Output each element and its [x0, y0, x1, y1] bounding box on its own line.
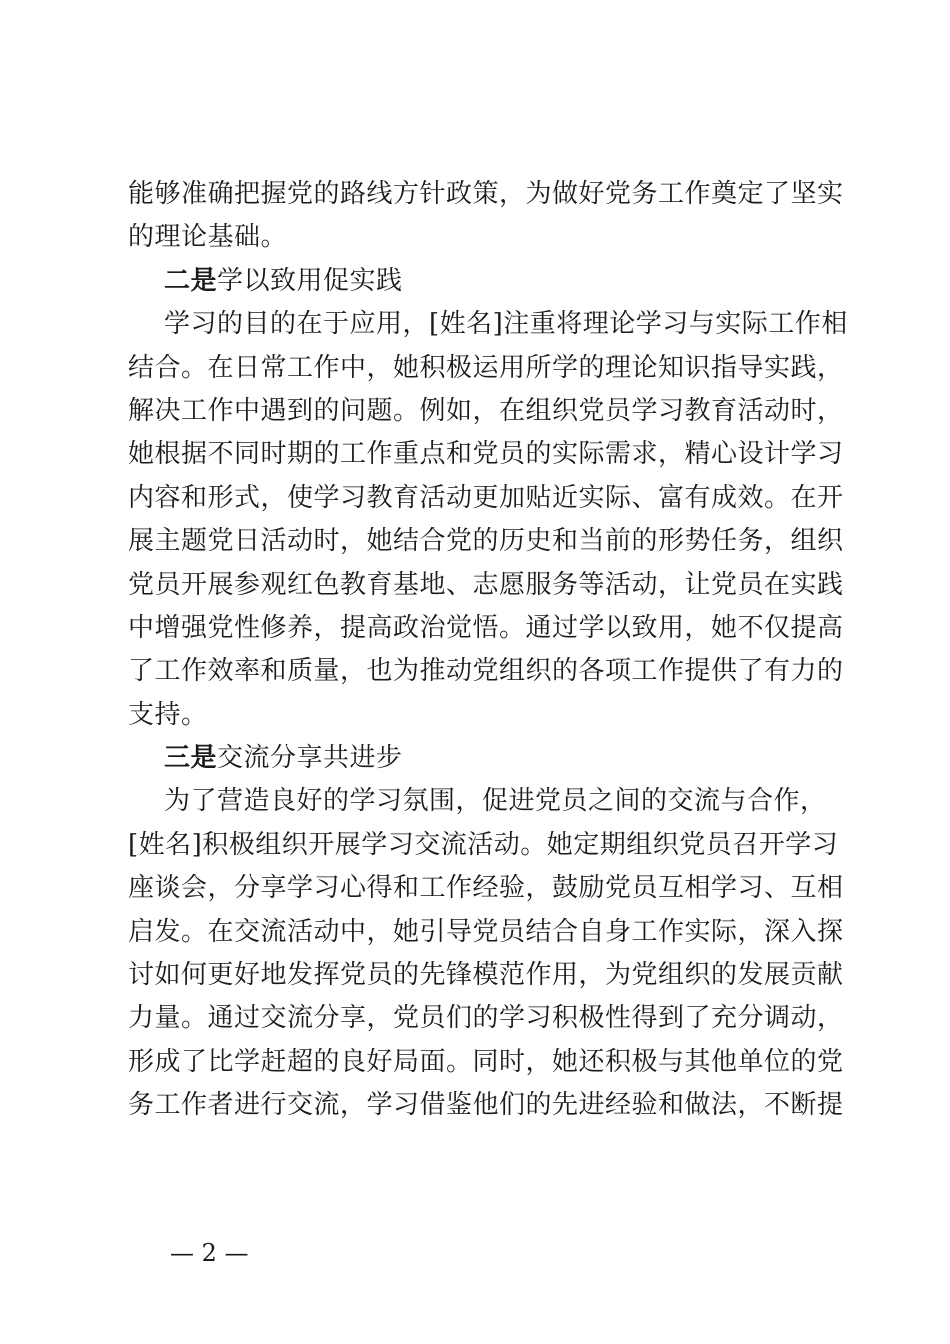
paragraph-line: 形成了比学赶超的良好局面。同时，她还积极与其他单位的党	[128, 1046, 844, 1077]
paragraph-line: 结合。在日常工作中，她积极运用所学的理论知识指导实践，	[128, 352, 844, 383]
paragraph-line: 为了营造良好的学习氛围，促进党员之间的交流与合作，	[164, 786, 827, 817]
document-body	[128, 173, 848, 1128]
section-heading-2	[128, 260, 832, 303]
paragraph-line: 能够准确把握党的路线方针政策，为做好党务工作奠定了坚实	[128, 179, 844, 209]
paragraph-line: 解决工作中遇到的问题。例如，在组织党员学习教育活动时，	[128, 395, 844, 426]
paragraph-line: [姓名]积极组织开展学习交流活动。她定期组织党员召开学习	[128, 829, 839, 860]
paragraph-line: 务工作者进行交流，学习借鉴他们的先进经验和做法，不断提	[128, 1090, 844, 1121]
paragraph-line: 座谈会，分享学习心得和工作经验，鼓励党员互相学习、互相	[128, 873, 844, 904]
paragraph-line: 讨如何更好地发挥党员的先锋模范作用，为党组织的发展贡献	[128, 960, 844, 991]
paragraph-line: 她根据不同时期的工作重点和党员的实际需求，精心设计学习	[128, 439, 844, 470]
section-title: 交流分享共进步	[217, 743, 403, 774]
section-heading-3	[128, 737, 832, 780]
paragraph-line: 力量。通过交流分享，党员们的学习积极性得到了充分调动，	[128, 1003, 844, 1034]
paragraph-line: 支持。	[128, 699, 208, 730]
paragraph-line: 中增强党性修养，提高政治觉悟。通过学以致用，她不仅提高	[128, 612, 844, 643]
paragraph-line: 党员开展参观红色教育基地、志愿服务等活动，让党员在实践	[128, 569, 844, 600]
paragraph-line: 学习的目的在于应用，[姓名]注重将理论学习与实际工作相	[164, 309, 848, 340]
paragraph-line: 的理论基础。	[128, 222, 288, 253]
section-title: 学以致用促实践	[217, 265, 403, 296]
section-lead-label: 二是	[164, 265, 218, 296]
paragraph-line: 启发。在交流活动中，她引导党员结合自身工作实际，深入探	[128, 916, 844, 947]
section-lead-label: 三是	[164, 743, 218, 774]
paragraph-line: 展主题党日活动时，她结合党的历史和当前的形势任务，组织	[128, 526, 844, 557]
paragraph-line: 内容和形式，使学习教育活动更加贴近实际、富有成效。在开	[128, 482, 844, 513]
paragraph-line: 了工作效率和质量，也为推动党组织的各项工作提供了有力的	[128, 656, 844, 687]
page-number: — 2 —	[170, 1239, 249, 1267]
